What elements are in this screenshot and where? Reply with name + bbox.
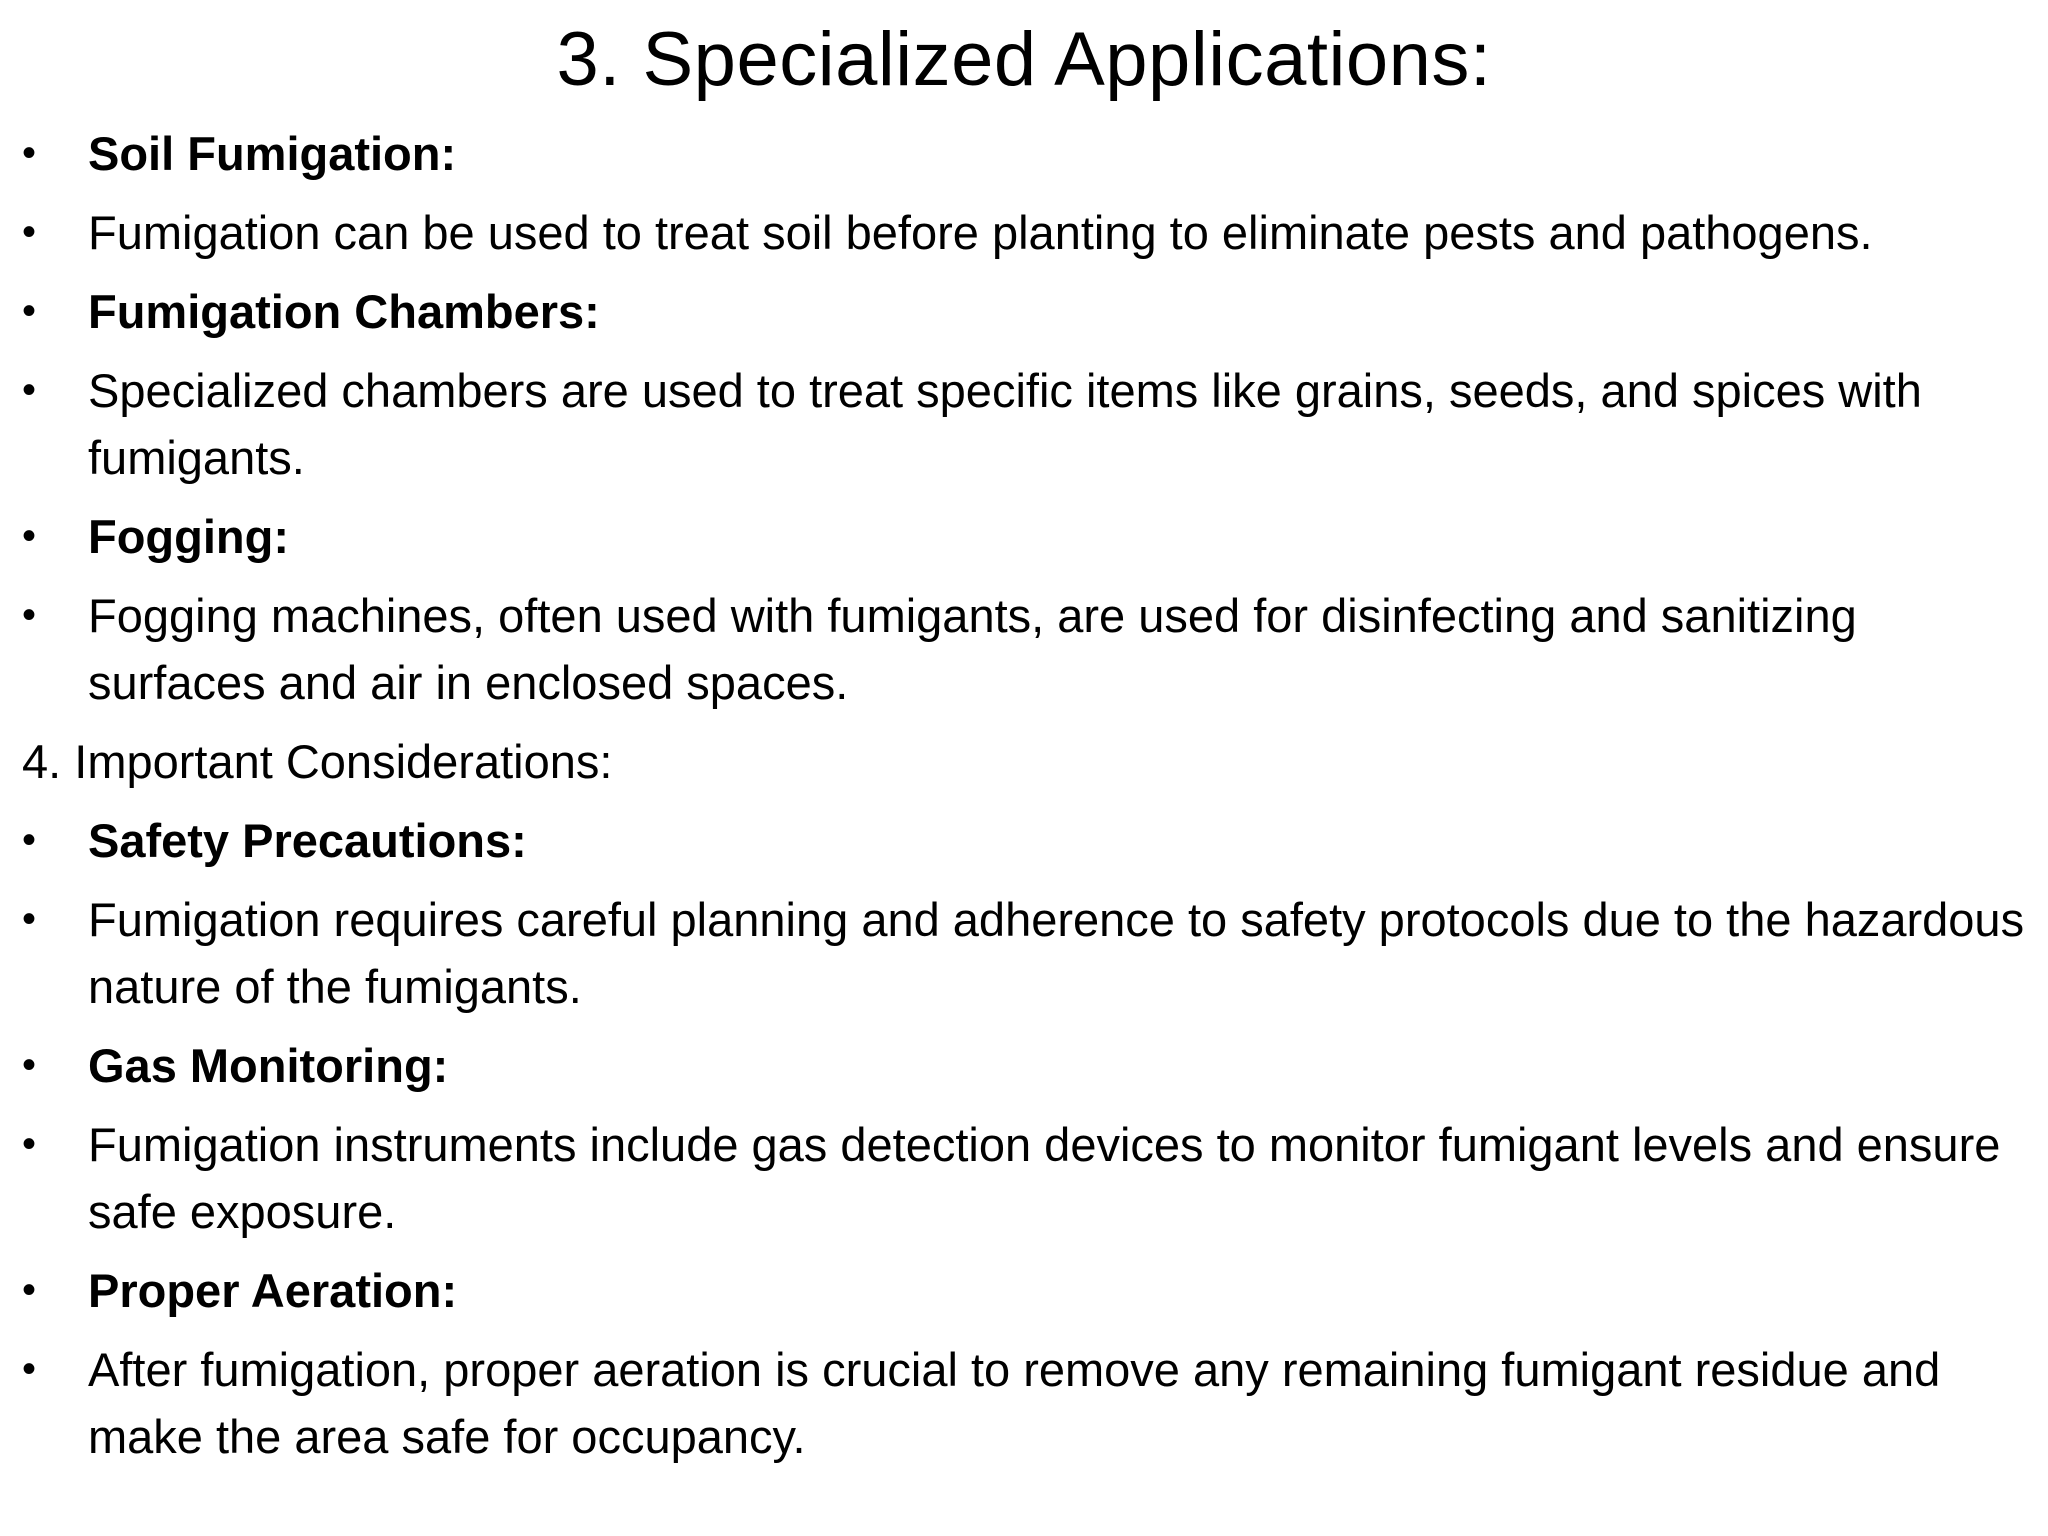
heading-fumigation-chambers: Fumigation Chambers:: [88, 285, 600, 338]
bullet-icon: •: [22, 514, 37, 558]
bullet-icon: •: [22, 1347, 37, 1391]
bullet-icon: •: [22, 818, 37, 862]
section-heading: [22, 728, 2032, 795]
bullet-icon: •: [22, 1043, 37, 1087]
list-item: [22, 886, 2032, 1020]
slide-content: [22, 120, 2032, 1482]
heading-proper-aeration: Proper Aeration:: [88, 1264, 458, 1317]
item-text: Specialized chambers are used to treat specific items like grains, seeds, and spices with fumigants.: [88, 364, 1922, 484]
bullet-icon: •: [22, 593, 37, 637]
bullet-icon: •: [22, 1268, 37, 1312]
item-text: Fumigation can be used to treat soil before planting to eliminate pests and pathogens.: [88, 206, 1873, 259]
list-item: [22, 1032, 2032, 1099]
item-text: Fumigation requires careful planning and adherence to safety protocols due to the hazardous nature of the fumigants.: [88, 893, 2025, 1013]
list-item: [22, 357, 2032, 491]
list-item: [22, 278, 2032, 345]
list-item: [22, 199, 2032, 266]
bullet-icon: •: [22, 131, 37, 175]
item-text: Fogging machines, often used with fumigants, are used for disinfecting and sanitizing surfaces and air in enclosed spaces.: [88, 589, 1857, 709]
heading-gas-monitoring: Gas Monitoring:: [88, 1039, 449, 1092]
heading-soil-fumigation: Soil Fumigation:: [88, 127, 457, 180]
item-text: After fumigation, proper aeration is crucial to remove any remaining fumigant residue and make the area safe for occupancy.: [88, 1343, 1941, 1463]
list-item: [22, 503, 2032, 570]
bullet-icon: •: [22, 289, 37, 333]
list-item: [22, 1111, 2032, 1245]
bullet-icon: •: [22, 210, 37, 254]
heading-safety-precautions: Safety Precautions:: [88, 814, 527, 867]
slide-title: 3. Specialized Applications:: [556, 17, 1492, 102]
list-item: [22, 1336, 2032, 1470]
bullet-icon: •: [22, 897, 37, 941]
bullet-icon: •: [22, 1122, 37, 1166]
list-item: [22, 120, 2032, 187]
bullet-icon: •: [22, 368, 37, 412]
item-text: Fumigation instruments include gas detection devices to monitor fumigant levels and ensure safe exposure.: [88, 1118, 2001, 1238]
list-item: [22, 807, 2032, 874]
list-item: [22, 1257, 2032, 1324]
list-item: [22, 582, 2032, 716]
heading-fogging: Fogging:: [88, 510, 289, 563]
section-heading-text: 4. Important Considerations:: [22, 735, 613, 788]
